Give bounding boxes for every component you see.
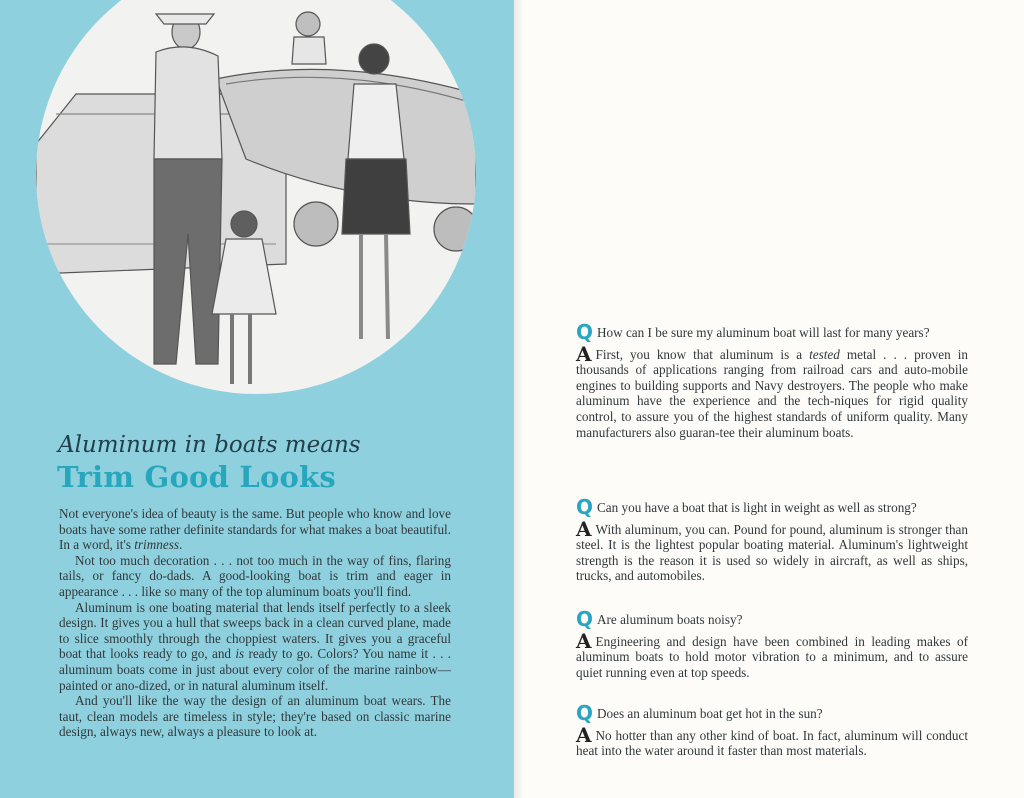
qa-block (576, 607, 968, 680)
body-text (59, 506, 451, 740)
q-marker: Q (576, 495, 594, 519)
headline-title: Trim Good Looks (57, 460, 336, 494)
answer: A With aluminum, you can. Pound for pound, aluminum is stronger than steel. It is the lightest popular boating material. Aluminum's lightweight strength is the reason it is used so widely in aircraft, as well as ships, trucks, and automobiles. (576, 516, 968, 584)
paragraph: Aluminum is one boating material that lends itself perfectly to a sleek design. It gives you a hull that sweeps back in a clean curved plane, made to slice smoothly through the choppiest waters. It gives you a graceful boat that looks ready to go, and is ready to go. Colors? You name it . . . aluminum boats come in just about every color of the marine rainbow—painted or ano-dized, or in natural aluminum itself. (59, 599, 451, 693)
a-marker: A (576, 516, 592, 541)
q-marker: Q (576, 320, 594, 344)
answer: A First, you know that aluminum is a tested metal . . . proven in thousands of applications ranging from railroad cars and auto-mobile engines to building supports and Navy destroyers. The people who make aluminum have the experience and the tech-niques for rigid quality control, to assure you of the highest standards of uniform quality. Many manufacturers also guaran-tee their aluminum boats. (576, 341, 968, 440)
gutter-shadow (514, 0, 524, 798)
question: Q Are aluminum boats noisy? (576, 607, 743, 631)
answer: A No hotter than any other kind of boat. In fact, aluminum will conduct heat into the water around it faster than most materials. (576, 722, 968, 759)
qa-block (576, 701, 968, 759)
answer: A Engineering and design have been combined in leading makes of aluminum boats to hold motor vibration to a minimum, and to assure quiet running even at top speeds. (576, 628, 968, 680)
qa-block (576, 320, 968, 440)
qa-block (576, 495, 968, 584)
paragraph: Not everyone's idea of beauty is the same. But people who know and love boats have some rather definite standards for what makes a boat beautiful. In a word, it's trimness. (59, 506, 451, 553)
question: Q How can I be sure my aluminum boat will last for many years? (576, 320, 930, 344)
q-marker: Q (576, 607, 594, 631)
paragraph: And you'll like the way the design of an aluminum boat wears. The taut, clean models are timeless in style; they're based on classic marine design, always new, always a pleasure to look at. (59, 693, 451, 740)
paragraph: Not too much decoration . . . not too much in the way of fins, flaring tails, or fancy do-dads. A good-looking boat is trim and eager in appearance . . . like so many of the top aluminum boats you'll find. (59, 552, 451, 599)
question: Q Does an aluminum boat get hot in the sun? (576, 701, 823, 725)
illustration (36, 0, 476, 404)
q-marker: Q (576, 701, 594, 725)
a-marker: A (576, 722, 592, 747)
a-marker: A (576, 341, 592, 366)
question: Q Can you have a boat that is light in weight as well as strong? (576, 495, 917, 519)
a-marker: A (576, 628, 592, 653)
headline-intro: Aluminum in boats means (58, 432, 361, 458)
